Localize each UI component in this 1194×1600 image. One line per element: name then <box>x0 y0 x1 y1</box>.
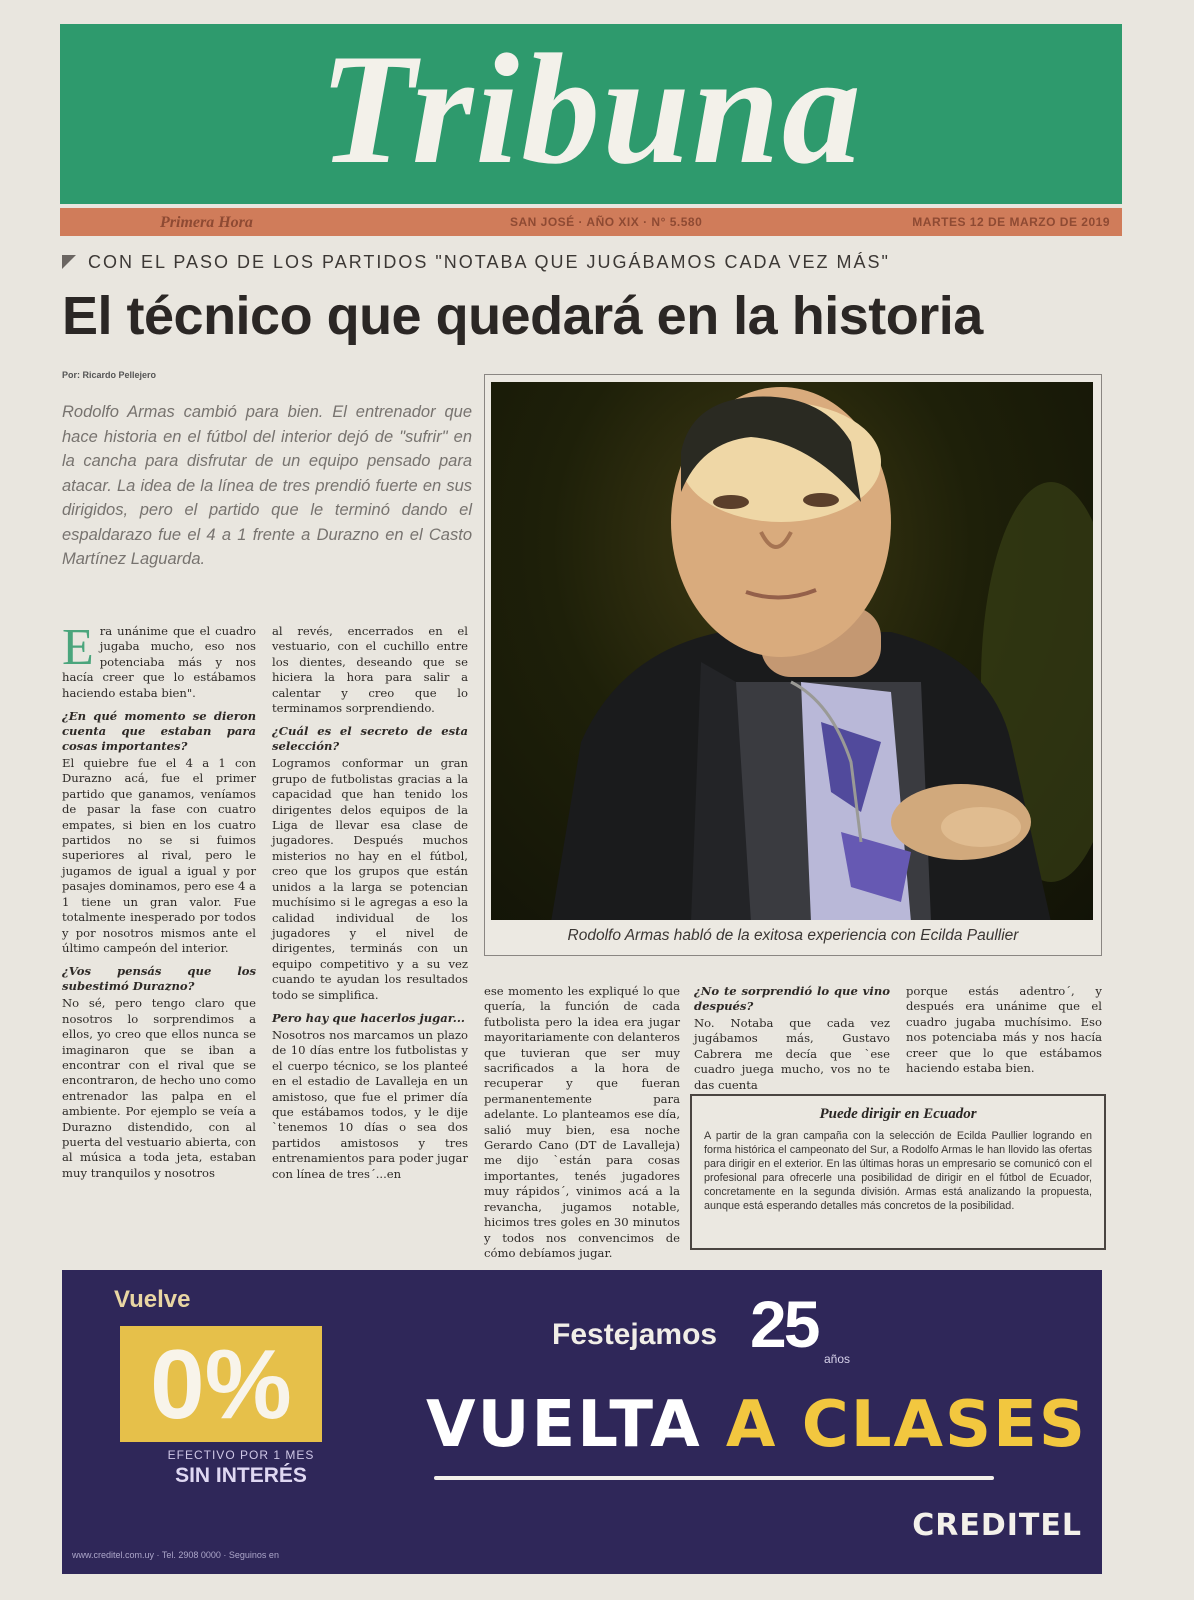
interview-question: ¿Cuál es el secreto de esta selección? <box>272 724 468 754</box>
masthead <box>60 24 1122 204</box>
issue-number: SAN JOSÉ · AÑO XIX · N° 5.580 <box>510 215 703 229</box>
ad-contact-line: www.creditel.com.uy · Tel. 2908 0000 · Seguinos en <box>72 1550 279 1560</box>
article-column-3 <box>484 984 680 1267</box>
publication-date: MARTES 12 DE MARZO DE 2019 <box>912 215 1110 229</box>
kicker-arrow-icon <box>62 255 76 269</box>
interview-answer: Logramos conformar un gran grupo de futbolistas gracias a la capacidad que han tenido los dirigentes delos equipos de la Liga de llevar esa clase de jugadores. Después muchos misterios no hay en el fútbol, creo que los grupos que están unidos a la larga se potencian muchísimo si le agregas a eso la calidad individual de los jugadores y el nivel de dirigentes, terminás con un equipo competitivo y a su vez cuando te ayudan los resultados todo se simplifica. <box>272 756 468 1002</box>
interview-answer: No. Notaba que cada vez jugábamos más, Gustavo Cabrera me decía que `ese cuadro juega mucho, vos no te das cuenta <box>694 1016 890 1092</box>
sidebar-title: Puede dirigir en Ecuador <box>819 1106 977 1122</box>
interview-answer: No sé, pero tengo claro que nosotros lo sorprendimos a ellos, yo creo que ellos nunca se imaginaron que se iban a encontrar con el rival que se encontraron, de hecho uno como entrenador las palpa en el ambiente. Por ejemplo se veía a Durazno distendido, con al puerta del vestuario abierta, con al música a toda jeta, estaban muy tranquilos y nosotros <box>62 996 256 1180</box>
ad-zero-percent: 0% <box>120 1326 322 1442</box>
masthead-infobar <box>60 208 1122 236</box>
interview-question: ¿Vos pensás que los subestimó Durazno? <box>62 964 256 994</box>
edition-label: Primera Hora <box>160 214 253 231</box>
col3-paragraph: ese momento les expliqué lo que quería, la función de cada futbolista pero la idea era jugar mayoritariamente con delanteros que tuvieran que ser muy sacrificados a la hora de recuperar y que fueran permanentemente para adelante. Lo planteamos ese día, salió muy bien, esa noche Gerardo Cano (DT de Lavalleja) me dijo `están para cosas importantes, tenés jugadores muy rápidos´, vinimos acá a la revancha, jugamos notable, hicimos tres goles en 30 minutos y todos nos convencimos de cómo debíamos jugar. <box>484 984 680 1260</box>
interview-answer: Nosotros nos marcamos un plazo de 10 días entre los futbolistas y el cuerpo técnico, se los planteé en el estadio de Lavalleja en un amistoso, que fue el primer día que estábamos todos, y le dije `tenemos 10 días o sea dos partidos amistosos y tres entrenamientos para poder jugar con línea de tres´...en <box>272 1027 468 1181</box>
ad-sin-interes-text: SIN INTERÉS <box>175 1464 307 1487</box>
creditel-advertisement[interactable] <box>62 1270 1102 1574</box>
article-column-4 <box>694 984 890 1099</box>
ad-headline-part-2: A CLASES <box>725 1388 1087 1462</box>
ad-vuelve-text: Vuelve <box>114 1286 191 1313</box>
interview-question: ¿En qué momento se dieron cuenta que estaban para cosas importantes? <box>62 709 256 754</box>
coach-illustration <box>491 382 1093 920</box>
kicker-text: CON EL PASO DE LOS PARTIDOS "NOTABA QUE JUGÁBAMOS CADA VEZ MÁS" <box>88 252 890 272</box>
ad-efectivo-text: EFECTIVO POR 1 MES <box>167 1448 315 1462</box>
article-lead: Rodolfo Armas cambió para bien. El entrenador que hace historia en el fútbol del interior dejó de "sufrir" en la cancha para disfrutar de un equipo pensado para atacar. La idea de la línea de tres prendió fuerte en sus dirigidos, pero el partido que le terminó dando el espaldarazo fue el 4 a 1 frente a Durazno en el Casto Martínez Laguarda. <box>62 403 472 568</box>
ad-headline <box>426 1388 1087 1462</box>
newspaper-title: Tribuna <box>319 22 863 197</box>
sidebar-box <box>690 1094 1106 1250</box>
ad-brand-logo: CREDITEL <box>912 1508 1082 1543</box>
ad-underline-stroke <box>434 1476 994 1480</box>
col5-paragraph: porque estás adentro´, y después era unánime que el cuadro jugaba muchísimo. Eso nos potenciaba más y nos hacía creer que lo que estábamos haciendo estaba bien. <box>906 984 1102 1076</box>
col1-paragraph: ra unánime que el cuadro jugaba mucho, eso nos potenciaba más y nos hacía creer que lo estábamos haciendo estaba bien". <box>62 624 256 700</box>
article-column-2 <box>272 624 468 1188</box>
coach-photo <box>491 382 1093 920</box>
interview-question: Pero hay que hacerlos jugar... <box>272 1010 465 1025</box>
ad-headline-part-1: VUELTA <box>426 1388 702 1462</box>
interview-answer: El quiebre fue el 4 a 1 con Durazno acá, fue el primer partido que ganamos, veníamos de pasar la fase con cuatro empates, si bien en los cuatro partidos no se si fuimos superiores al rival, pero le jugamos de igual a igual y por pasajes dominamos, pero ese 4 a 1 tiene un gran valor. Fue totalmente inesperado por todos y por nosotros mismos ante el último campeón del interior. <box>62 756 256 955</box>
article-byline: Por: Ricardo Pellejero <box>62 370 157 380</box>
sidebar-text: A partir de la gran campaña con la selección de Ecilda Paullier logrando en forma histórica el campeonato del Sur, a Rodolfo Armas le han llovido las ofertas para dirigir en el exterior. En las últimas horas un empresario se comunicó con el profesional para ofrecerle una posibilidad de dirigir en el fútbol de Ecuador, concretamente en la segunda división. Armas está analizando la propuesta, aunque está esperando detalles más concretos de la posibilidad. <box>704 1130 1092 1212</box>
article-headline: El técnico que quedará en la historia <box>62 286 983 346</box>
ad-festejamos-text: Festejamos <box>552 1318 718 1351</box>
drop-cap: E <box>62 619 94 676</box>
ad-anniversary-number: 25 <box>750 1287 818 1361</box>
photo-caption: Rodolfo Armas habló de la exitosa experiencia con Ecilda Paullier <box>567 927 1019 944</box>
article-column-1 <box>62 619 256 1187</box>
interview-question: ¿No te sorprendió lo que vino después? <box>694 984 890 1013</box>
col2-paragraph: al revés, encerrados en el vestuario, con el cuchillo entre los dientes, deseando que se hiciera la hora para salir a calentar y creo que lo terminamos sorprendiendo. <box>272 624 468 716</box>
article-column-5 <box>906 984 1102 1082</box>
article-kicker <box>62 252 1062 273</box>
ad-anniversary-label: años <box>824 1352 851 1366</box>
photo-frame <box>484 374 1102 956</box>
